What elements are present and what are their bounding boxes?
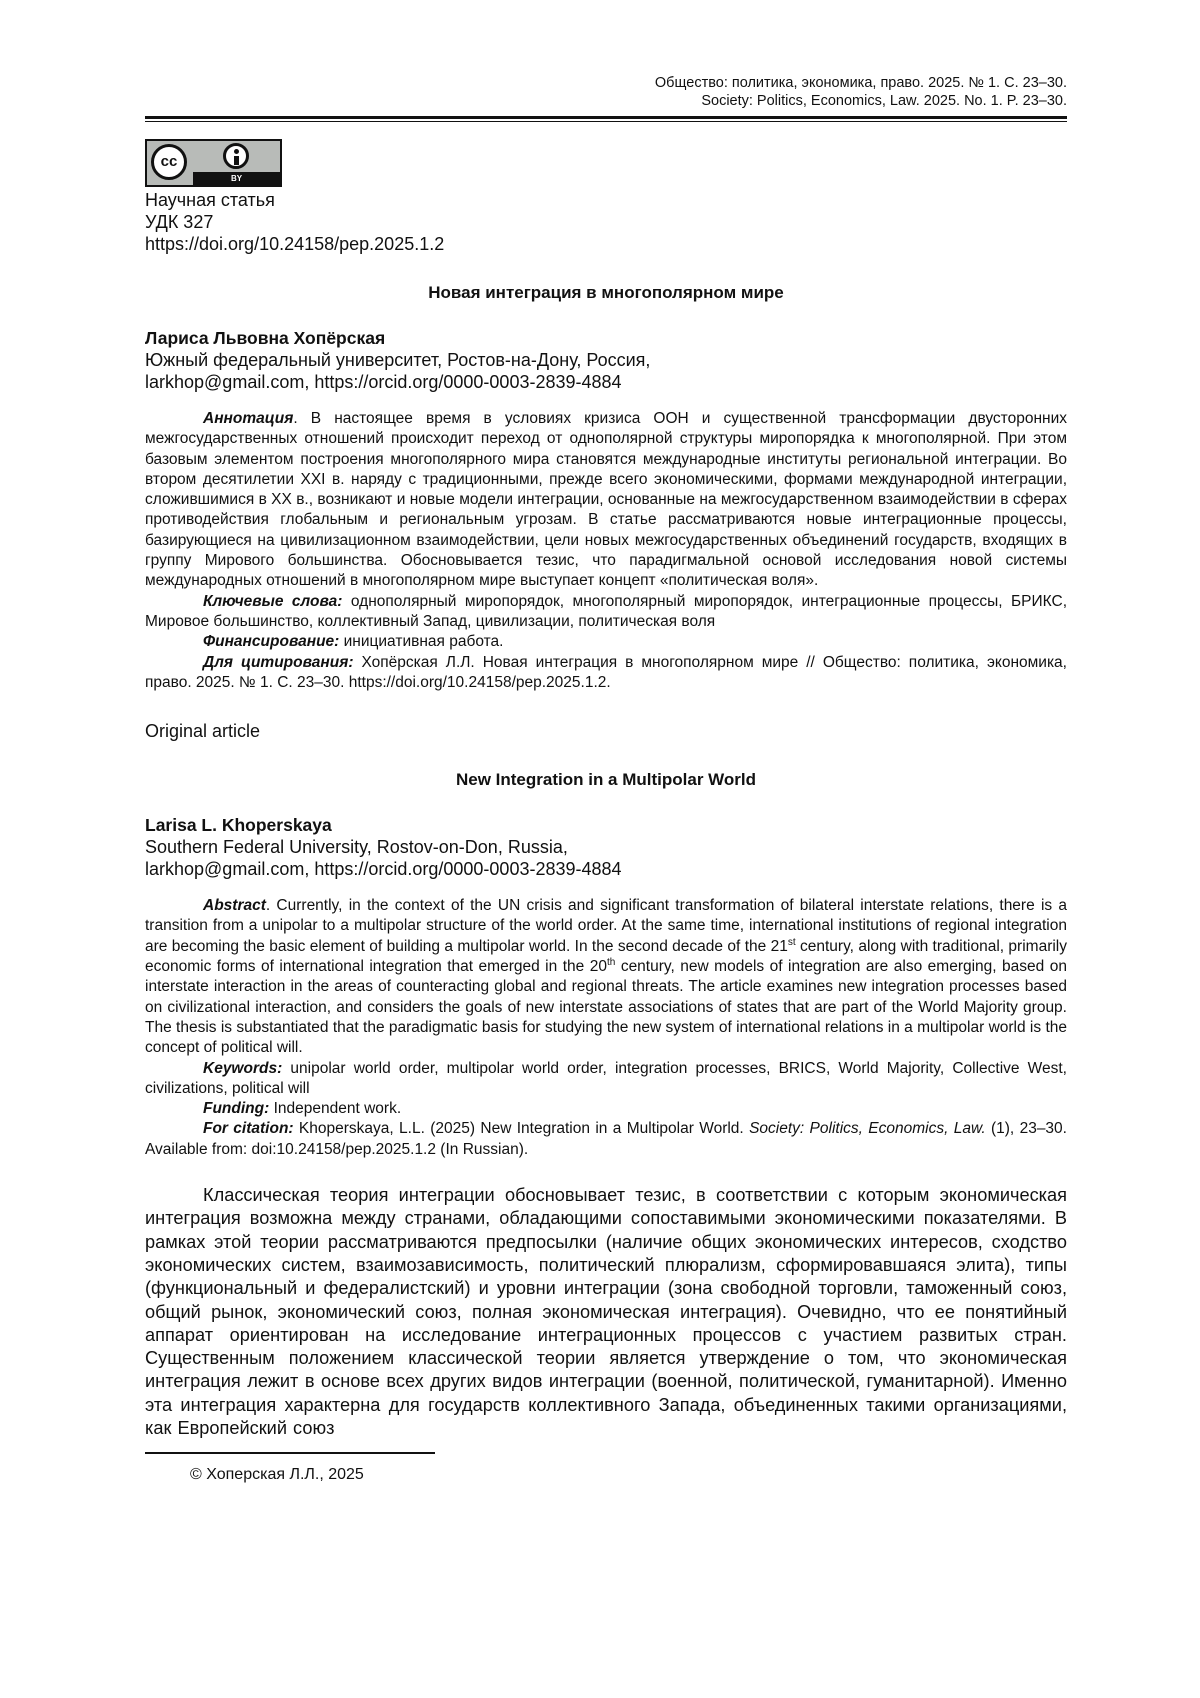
doi-link[interactable]: https://doi.org/10.24158/pep.2025.1.2 bbox=[145, 234, 445, 254]
udc: УДК 327 bbox=[145, 212, 214, 232]
keywords-ru bbox=[145, 592, 1067, 633]
body-paragraph: Классическая теория интеграции обосновывает тезис, в соответствии с которым экономическая интеграция возможна между странами, обладающими сопоставимыми экономическими показателями. В рамках этой теории рассматриваются предпосылки (наличие общих экономических интересов, сходство экономических систем, взаимозависимость, политический плюрализм, сформировавшаяся элита), типы (функциональный и федералистский) и уровни интеграции (зона свободной торговли, таможенный союз, общий рынок, экономический союз, полная экономическая интеграция). Очевидно, что ее понятийный аппарат ориентирован на исследование интеграционных процессов с участием развитых стран. Существенным положением классической теории является утверждение о том, что экономическая интеграция лежит в основе всех других видов интеграции (военной, политической, гуманитарной). Именно эта интеграция характерна для государств коллективного Запада, объединенных такими организациями, как Европейский союз bbox=[145, 1185, 1067, 1438]
citation-en bbox=[145, 1119, 1067, 1160]
funding-en-label: Funding: bbox=[203, 1100, 270, 1118]
citation-ru bbox=[145, 653, 1067, 694]
author-ru: Лариса Львовна Хопёрская bbox=[145, 328, 386, 348]
footnote-rule bbox=[145, 1452, 435, 1454]
title-ru: Новая интеграция в многополярном мире bbox=[428, 283, 784, 302]
author-en: Larisa L. Khoperskaya bbox=[145, 815, 332, 836]
citation-en-text-a: Khoperskaya, L.L. (2025) New Integration in a Multipolar World. bbox=[293, 1120, 750, 1138]
journal-line-ru: Общество: политика, экономика, право. 2025. № 1. С. 23–30. bbox=[654, 75, 1067, 91]
keywords-en bbox=[145, 1059, 1067, 1100]
citation-ru-label: Для цитирования: bbox=[203, 653, 354, 671]
keywords-en-label: Keywords: bbox=[203, 1059, 283, 1077]
contact-ru[interactable]: larkhop@gmail.com, https://orcid.org/0000-0003-2839-4884 bbox=[145, 372, 622, 392]
citation-en-label: For citation: bbox=[203, 1120, 294, 1138]
article-type-en: Original article bbox=[145, 721, 261, 742]
funding-ru-label: Финансирование: bbox=[203, 633, 340, 651]
abstract-en-label: Abstract bbox=[203, 897, 266, 915]
abstract-en-text-3: century, new models of integration are also emerging, based on interstate interaction in the areas of counteracting global and regional threats. The article examines new integration processes based on civilizational interaction, and considers the goals of new interstate associations of states that are part of the World Majority group. The thesis is substantiated that the paradigmatic basis for studying the new system of international relations in a multipolar world is the concept of political will. bbox=[145, 958, 1068, 1057]
abstract-ru-text: . В настоящее время в условиях кризиса ООН и существенной трансформации двусторонних межгосударственных отношений происходит переход от однополярной структуры миропорядка к многополярной. При этом базовым элементом построения многополярного мира становятся международные институты региональной интеграции. Во втором десятилетии XXI в. наряду с традиционными, прежде всего экономическими, формами международной интеграции, сложившимися в XX в., возникают и новые модели интеграции, основанные на межгосударственном взаимодействии в сферах противодействия глобальным и региональным угрозам. В статье рассматриваются новые интеграционные процессы, базирующиеся на цивилизационном взаимодействии, цели новых межгосударственных объединений государств, входящих в группу Мирового большинства. Обосновывается тезис, что парадигмальной основой исследования новой системы международных отношений в многополярном мире выступает концепт «политическая воля». bbox=[145, 410, 1067, 590]
abstract-en-text-1: . Currently, in the context of the UN crisis and significant transformation of bilateral interstate relations, there is a transition from a unipolar to a multipolar structure of the world order. At the same time, international institutions of regional integration are becoming the basic element of building a multipolar world. In the second decade of the 21 bbox=[145, 897, 1067, 955]
abstract-ru bbox=[145, 409, 1067, 592]
by-label: BY bbox=[230, 174, 243, 183]
journal-line-en: Society: Politics, Economics, Law. 2025. No. 1. P. 23–30. bbox=[701, 93, 1067, 109]
page bbox=[145, 0, 1067, 1484]
keywords-ru-label: Ключевые слова: bbox=[203, 592, 343, 610]
superscript-st: st bbox=[787, 936, 796, 948]
funding-en bbox=[145, 1099, 1067, 1119]
abstract-en-block bbox=[145, 896, 1067, 1160]
funding-en-text: Independent work. bbox=[269, 1100, 402, 1118]
keywords-ru-text: однополярный миропорядок, многополярный миропорядок, интеграционные процессы, БРИКС, Мировое большинство, коллективный Запад, цивилизации, политическая воля bbox=[145, 592, 1067, 630]
contact-en[interactable]: larkhop@gmail.com, https://orcid.org/0000-0003-2839-4884 bbox=[145, 859, 622, 880]
affiliation-en: Southern Federal University, Rostov-on-Don, Russia, bbox=[145, 837, 568, 858]
keywords-en-text: unipolar world order, multipolar world order, integration processes, BRICS, World Majority, Collective West, civilizations, political will bbox=[145, 1059, 1067, 1097]
article-type-ru: Научная статья bbox=[145, 190, 275, 210]
attribution-icon bbox=[223, 143, 249, 169]
superscript-th: th bbox=[607, 956, 616, 968]
affiliation-ru: Южный федеральный университет, Ростов-на-Дону, Россия, bbox=[145, 350, 651, 370]
journal-header bbox=[145, 74, 1067, 110]
funding-ru bbox=[145, 632, 1067, 652]
body-text bbox=[145, 1184, 1067, 1440]
header-rule-thin bbox=[145, 121, 1067, 122]
title-en: New Integration in a Multipolar World bbox=[455, 770, 757, 790]
footnote-copyright: © Хоперская Л.Л., 2025 bbox=[190, 1466, 364, 1484]
citation-ru-text: Хопёрская Л.Л. Новая интеграция в многополярном мире // Общество: политика, экономика, право. 2025. № 1. С. 23–30. https://doi.org/10.24158/pep.2025.1.2. bbox=[145, 653, 1067, 691]
article-meta bbox=[145, 189, 1067, 255]
cc-icon: cc bbox=[151, 144, 187, 180]
abstract-en bbox=[145, 896, 1067, 1058]
abstract-ru-label: Аннотация bbox=[203, 410, 294, 427]
cc-by-license-badge[interactable] bbox=[145, 139, 282, 187]
abstract-en-text-2: century, along with traditional, primarily economic forms of international integration that emerged in the 20 bbox=[145, 937, 1067, 976]
attribution-icon-head bbox=[234, 149, 239, 154]
citation-en-journal: Society: Politics, Economics, Law. bbox=[749, 1120, 986, 1138]
citation-en-text-b: (1), 23–30. Available from: doi:10.24158/pep.2025.1.2 (In Russian). bbox=[145, 1120, 1067, 1158]
funding-ru-text: инициативная работа. bbox=[339, 633, 504, 651]
abstract-ru-block bbox=[145, 409, 1067, 693]
header-rule-thick bbox=[145, 116, 1067, 119]
attribution-icon-body bbox=[234, 156, 239, 165]
